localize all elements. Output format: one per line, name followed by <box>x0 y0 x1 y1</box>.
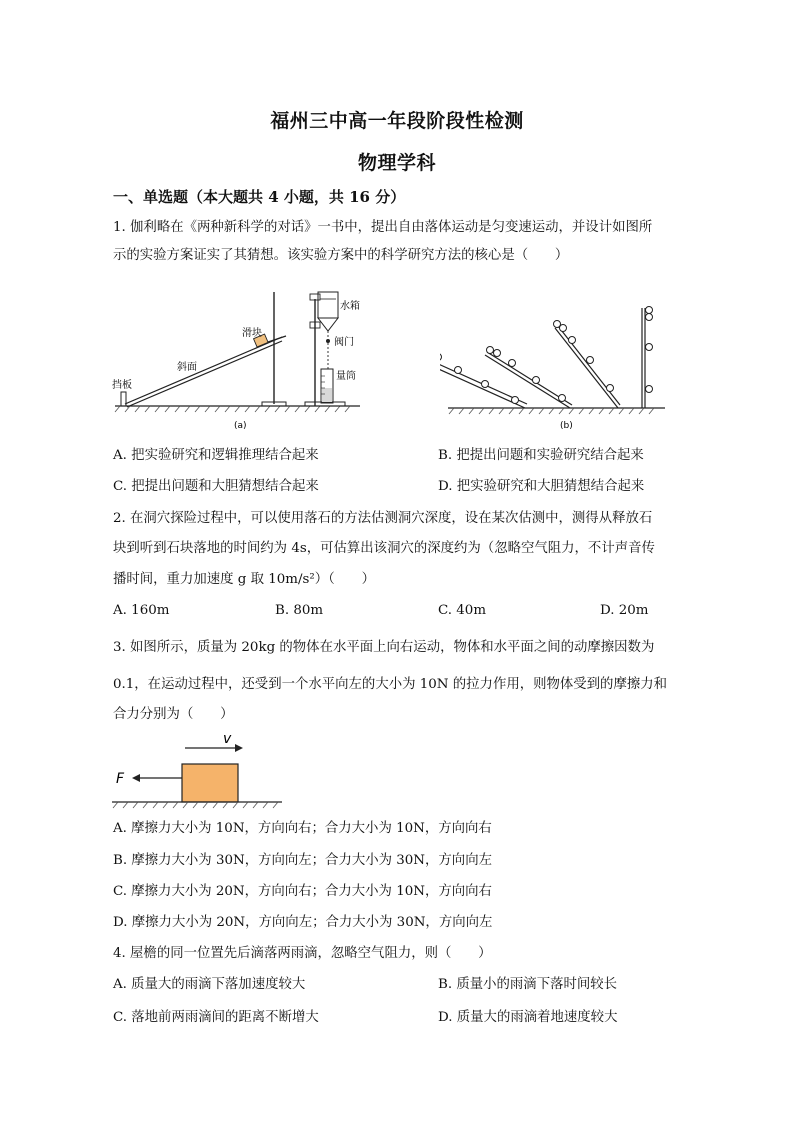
q2-option-a[interactable]: A. 160m <box>113 603 170 618</box>
q4-option-c[interactable]: C. 落地前两雨滴间的距离不断增大 <box>113 1010 319 1025</box>
q2-text-line1: 2. 在洞穴探险过程中，可以使用落石的方法估测洞穴深度，设在某次估测中，测得从释放石 <box>113 511 653 526</box>
moving-block <box>182 764 238 802</box>
label-slider: 滑块 <box>242 328 262 339</box>
label-cylinder: 量筒 <box>336 371 356 382</box>
q3-text-line2: 0.1，在运动过程中，还受到一个水平向左的大小为 10N 的拉力作用，则物体受到的摩擦力和 <box>113 677 668 692</box>
q1-option-a[interactable]: A. 把实验研究和逻辑推理结合起来 <box>113 448 319 463</box>
q3-option-b[interactable]: B. 摩擦力大小为 30N，方向向左；合力大小为 30N，方向向左 <box>113 853 492 868</box>
q4-option-a[interactable]: A. 质量大的雨滴下落加速度较大 <box>113 977 306 992</box>
figure-a-caption: (a) <box>234 421 247 431</box>
figure-b-caption: (b) <box>560 421 573 431</box>
q4-text-line1: 4. 屋檐的同一位置先后滴落两雨滴，忽略空气阻力，则（ ） <box>113 946 492 961</box>
q3-option-a[interactable]: A. 摩擦力大小为 10N，方向向右；合力大小为 10N，方向向右 <box>113 821 492 836</box>
q3-option-d[interactable]: D. 摩擦力大小为 20N，方向向左；合力大小为 30N，方向向左 <box>113 915 493 930</box>
label-incline: 斜面 <box>177 362 197 373</box>
subject-title: 物理学科 <box>357 152 436 174</box>
q1-option-b[interactable]: B. 把提出问题和实验研究结合起来 <box>438 448 644 463</box>
q1-option-d[interactable]: D. 把实验研究和大胆猜想结合起来 <box>438 479 645 494</box>
q2-text-line3: 播时间，重力加速度 g 取 10m/s²）（ ） <box>113 572 375 587</box>
q3-figure <box>110 728 290 812</box>
q1-option-c[interactable]: C. 把提出问题和大胆猜想结合起来 <box>113 479 319 494</box>
q2-option-d[interactable]: D. 20m <box>600 603 649 618</box>
label-stopper: 挡板 <box>112 380 132 391</box>
q2-text-line2: 块到听到石块落地的时间约为 4s，可估算出该洞穴的深度约为（忽略空气阻力，不计声音传 <box>113 541 655 556</box>
q4-option-b[interactable]: B. 质量小的雨滴下落时间较长 <box>438 977 618 992</box>
q3-text-line1: 3. 如图所示，质量为 20kg 的物体在水平面上向右运动，物体和水平面之间的动摩擦因数为 <box>113 640 655 655</box>
label-force: F <box>116 771 125 787</box>
section-heading: 一、单选题（本大题共 4 小题，共 16 分） <box>113 188 406 206</box>
q3-text-line3: 合力分别为（ ） <box>113 707 234 722</box>
q1-figure-a <box>110 284 370 434</box>
exam-title: 福州三中高一年段阶段性检测 <box>270 110 524 132</box>
q1-text-line1: 1. 伽利略在《两种新科学的对话》一书中，提出自由落体运动是匀变速运动，并设计如图所 <box>113 220 653 235</box>
q2-option-b[interactable]: B. 80m <box>275 603 324 618</box>
q1-text-line2: 示的实验方案证实了其猜想。该实验方案中的科学研究方法的核心是（ ） <box>113 248 569 263</box>
q2-option-c[interactable]: C. 40m <box>438 603 487 618</box>
label-tank: 水箱 <box>340 301 360 312</box>
q3-option-c[interactable]: C. 摩擦力大小为 20N，方向向右；合力大小为 10N，方向向右 <box>113 884 492 899</box>
q4-option-d[interactable]: D. 质量大的雨滴着地速度较大 <box>438 1010 618 1025</box>
label-valve: 阀门 <box>334 337 354 348</box>
q1-figure-b <box>440 300 685 435</box>
label-velocity: v <box>223 731 232 747</box>
